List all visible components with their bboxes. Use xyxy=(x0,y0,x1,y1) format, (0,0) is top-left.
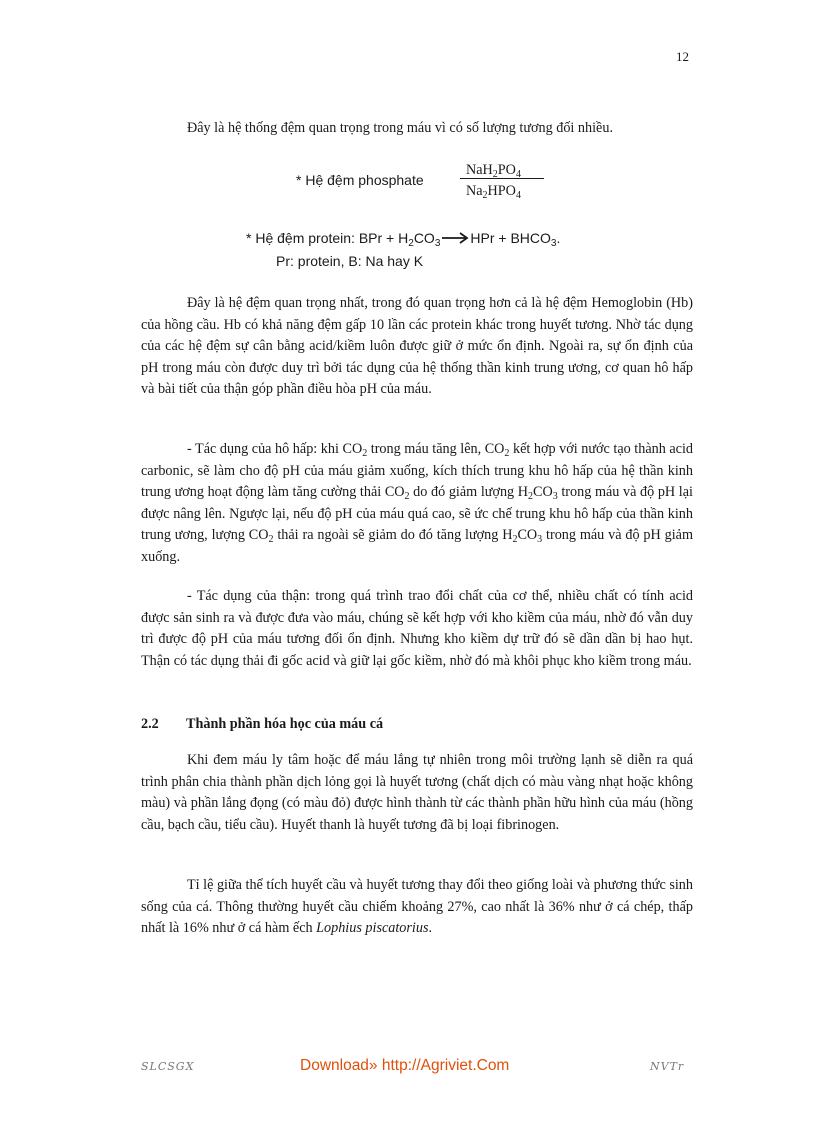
fraction-bar xyxy=(460,178,544,179)
species-name: Lophius piscatorius xyxy=(316,920,429,936)
protein-note: Pr: protein, B: Na hay K xyxy=(276,253,424,269)
section-title: Thành phần hóa học của máu cá xyxy=(186,716,384,732)
phosphate-numerator: $NaH_2PO_4$ xyxy=(466,162,521,180)
hemoglobin-paragraph: Đây là hệ đệm quan trọng nhất, trong đó quan trọng hơn cả là hệ đệm Hemoglobin (Hb) của hồng cầu. Hb có khả năng đệm gấp 10 lần các protein khác trong huyết tương. Nhờ tác dụng của các hệ đệm sự cân bằng acid/kiềm luôn được giữ ở mức ổn định. Ngoài ra, sự ổn định của pH trong máu còn được duy trì bởi tác dụng của hệ thống thần kinh trung ương, cơ quan hô hấp và bài tiết của thận góp phần điều hòa pH của máu. xyxy=(141,295,693,397)
footer-right-mark: NVTr xyxy=(650,1060,685,1073)
download-link[interactable]: Download» http://Agriviet.Com xyxy=(300,1057,510,1074)
kidney-paragraph: - Tác dụng của thận: trong quá trình trao đổi chất của cơ thể, nhiều chất có tính acid được sản sinh ra và được đưa vào máu, chúng sẽ kết hợp với kho kiềm của máu, nhờ đó vẫn duy trì được độ pH của máu tương đối ổn định. Nhưng kho kiềm dự trữ đó sẽ dần dần bị hao hụt. Thận có tác dụng thải đi gốc acid và giữ lại gốc kiềm, nhờ đó mà khôi phục kho kiềm trong máu. xyxy=(141,588,693,669)
page-number: 12 xyxy=(676,49,689,64)
intro-paragraph: Đây là hệ thống đệm quan trọng trong máu vì có số lượng tương đối nhiều. xyxy=(187,120,613,136)
section-number: 2.2 xyxy=(141,716,159,732)
centrifuge-paragraph: Khi đem máu ly tâm hoặc để máu lắng tự nhiên trong môi trường lạnh sẽ diễn ra quá trình phân chia thành phần dịch lỏng gọi là huyết tương (chất dịch có màu vàng nhạt hoặc không màu) và phần lắng đọng (có màu đỏ) được hình thành từ các thành phần hữu hình của máu (hồng cầu, bạch cầu, tiểu cầu). Huyết thanh là huyết tương đã bị loại fibrinogen. xyxy=(141,752,693,833)
protein-buffer-equation: * Hệ đệm protein: BPr + $H_2CO_3$ HPr + $BHCO_3$. xyxy=(246,230,561,249)
footer-left-mark: SLCSGX xyxy=(141,1060,195,1073)
phosphate-label: * Hệ đệm phosphate xyxy=(296,172,424,188)
respiration-paragraph: - Tác dụng của hô hấp: khi $CO_2$ trong máu tăng lên, $CO_2$ kết hợp với nước tạo thành acid carbonic, sẽ làm cho độ pH của máu giảm xuống, kích thích trung khu hô hấp của hệ thần kinh trung ương hoạt động làm tăng cường thải $CO_2$ do đó giảm lượng $H_2CO_3$ trong máu và độ pH lại được nâng lên. Ngược lại, nếu độ pH của máu quá cao, sẽ ức chế trung khu hô hấp của thần kinh trung ương, lượng $CO_2$ thải ra ngoài sẽ giảm do đó tăng lượng $H_2CO_3$ trong máu và độ pH giảm xuống. xyxy=(141,441,693,565)
ratio-paragraph: Tỉ lệ giữa thể tích huyết cầu và huyết tương thay đổi theo giống loài và phương thức sinh sống của cá. Thông thường huyết cầu chiếm khoảng 27%, cao nhất là 36% như ở cá chép, thấp nhất là 16% như ở cá hàm ếch Lophius piscatorius. xyxy=(141,877,693,936)
reaction-arrow-icon xyxy=(440,231,470,247)
phosphate-denominator: $Na_2HPO_4$ xyxy=(466,183,521,201)
